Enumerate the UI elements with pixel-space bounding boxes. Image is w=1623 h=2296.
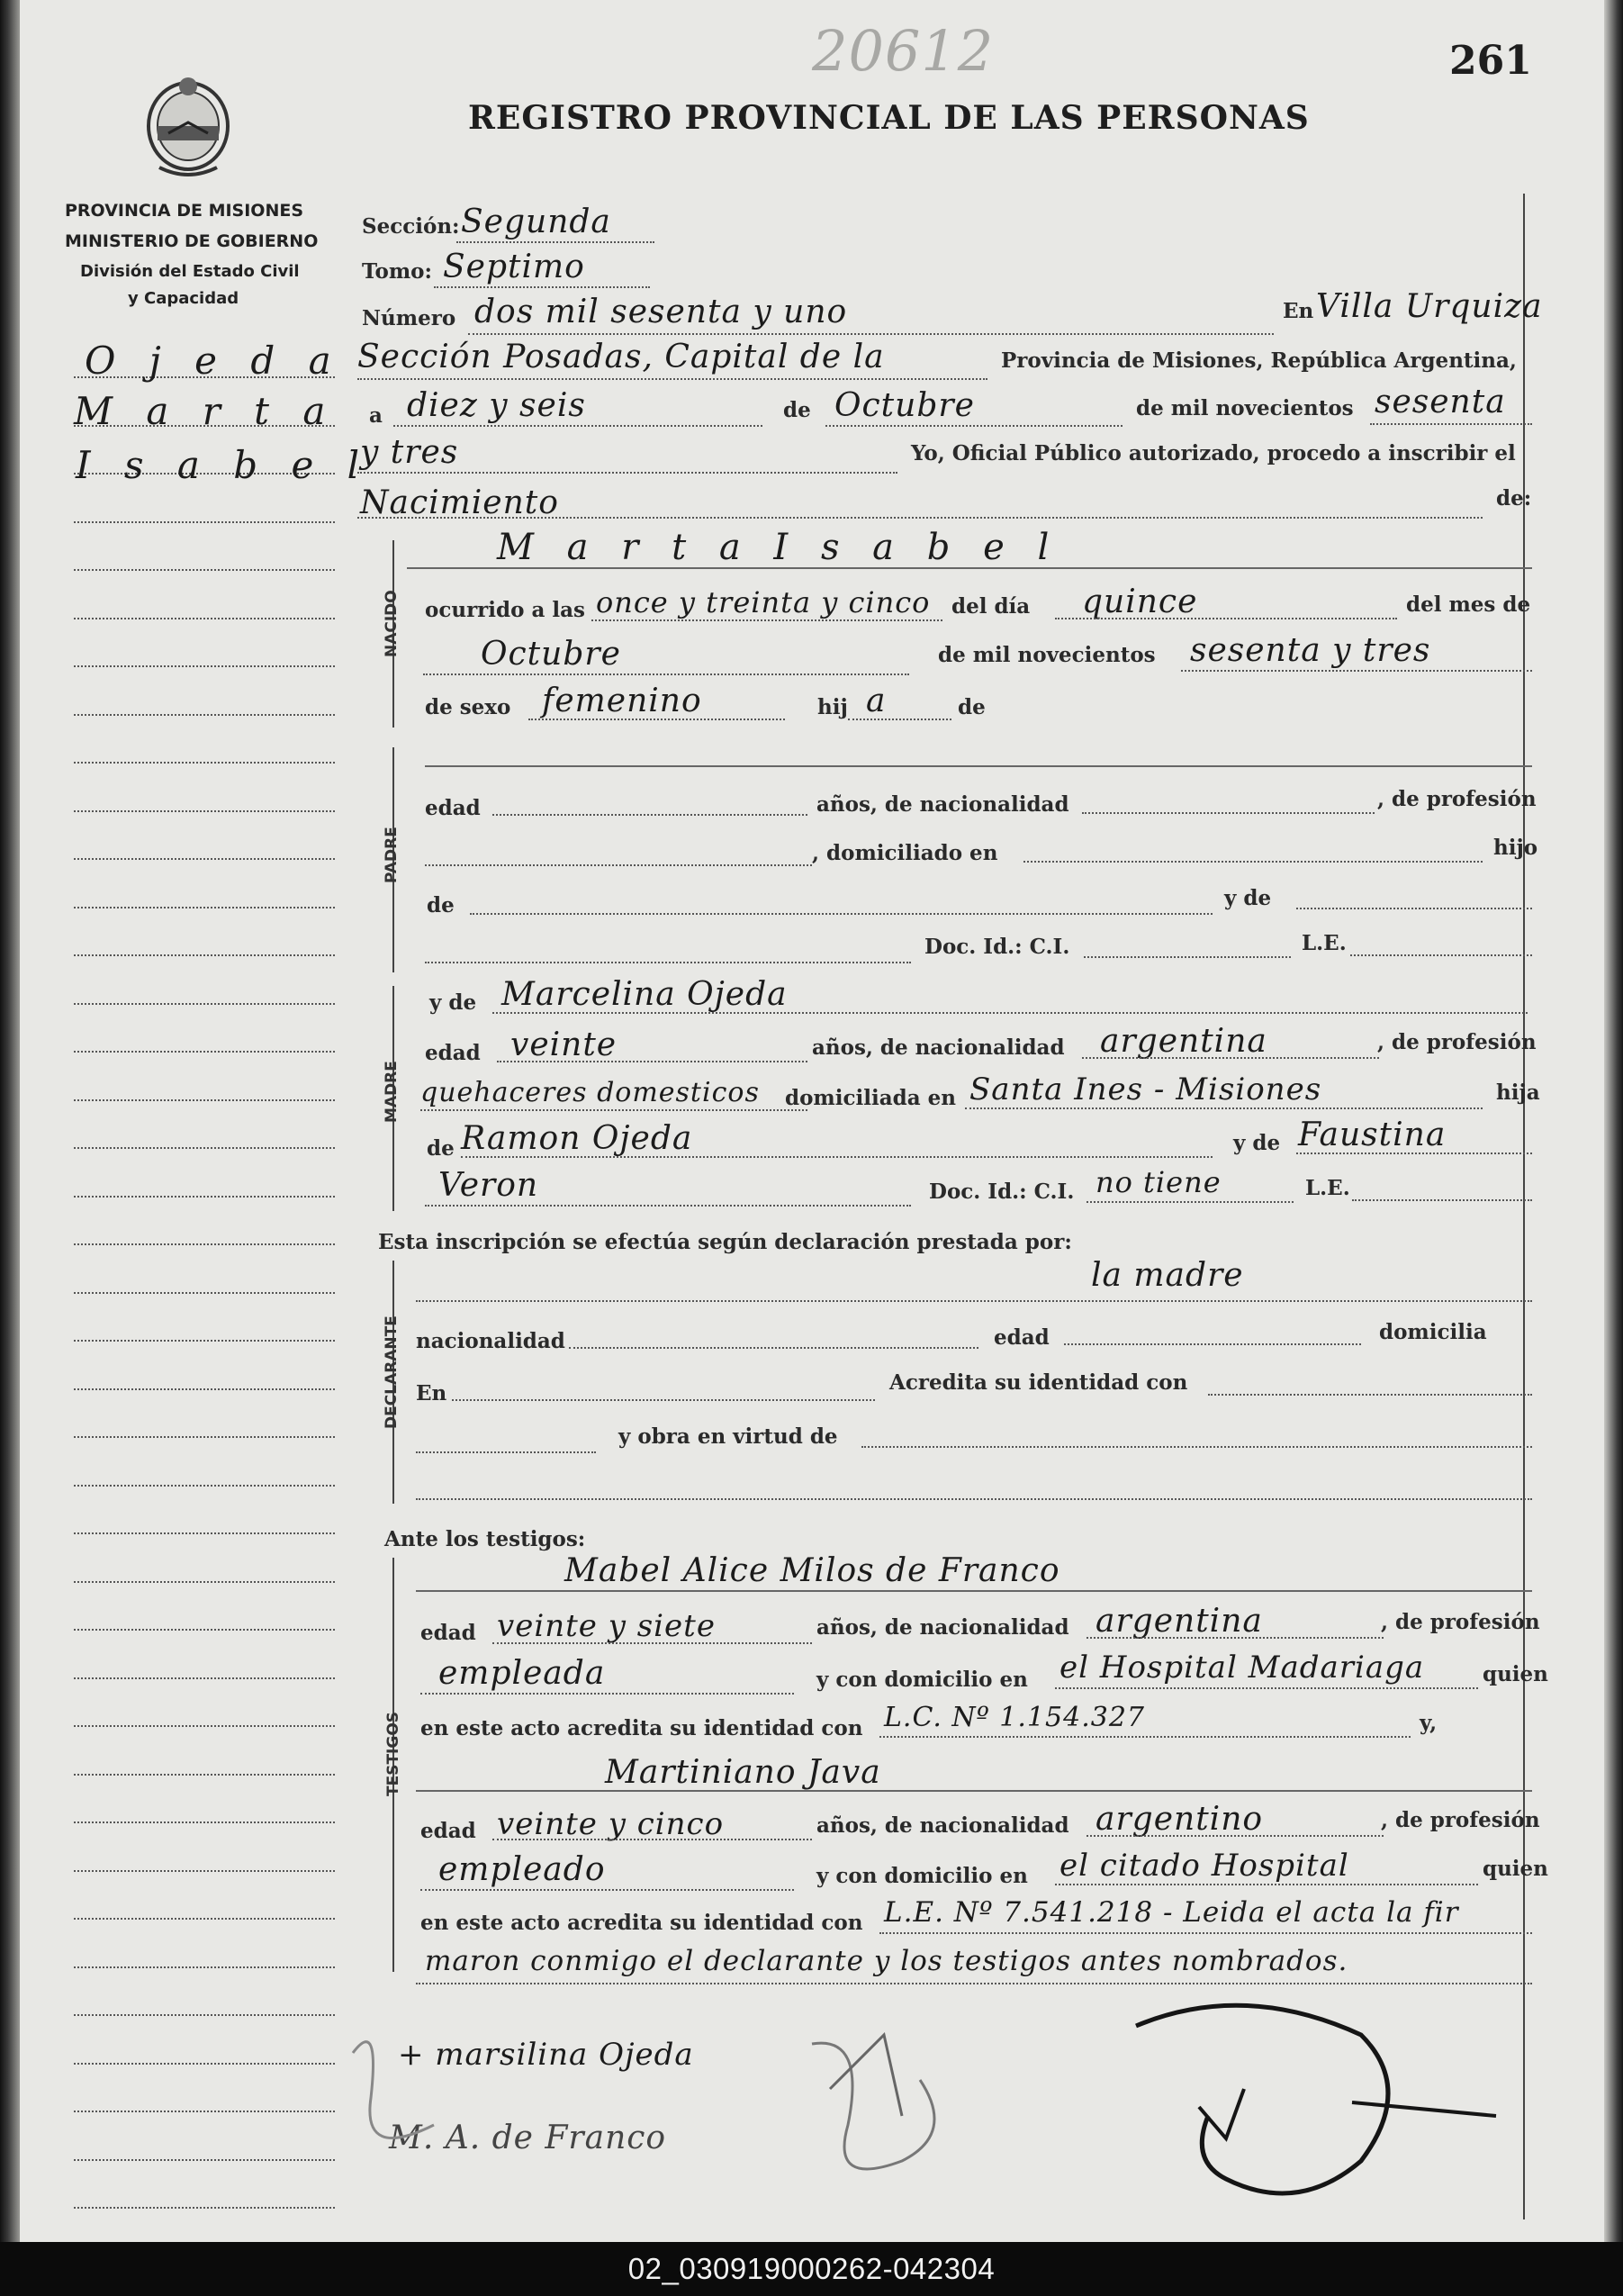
scan-left-edge: [0, 0, 20, 2242]
hw-numero: dos mil sesenta y uno: [474, 294, 848, 330]
label-hij: hij: [817, 695, 848, 719]
label-a: a: [369, 403, 383, 428]
label-nacionalidad-madre: años, de nacionalidad: [812, 1035, 1065, 1060]
page-title: REGISTRO PROVINCIAL DE LAS PERSONAS: [468, 99, 1310, 137]
hw-dia: diez y seis: [407, 387, 586, 424]
label-esta-inscripcion: Esta inscripción se efectúa según declaración prestada por:: [378, 1230, 1072, 1254]
margin-surname: O j e d a: [85, 339, 342, 383]
margin-line: [74, 2159, 335, 2161]
label-ante-testigos: Ante los testigos:: [384, 1527, 586, 1551]
margin-line: [74, 1292, 335, 1294]
label-le-padre: L.E.: [1302, 931, 1347, 955]
margin-line: [74, 1870, 335, 1872]
hw-testigo2: Martiniano Java: [605, 1754, 881, 1791]
label-hijo: hijo: [1493, 836, 1538, 860]
hw-abuelo: Ramon Ojeda: [461, 1120, 693, 1157]
section-padre: PADRE: [383, 827, 401, 883]
hw-madre-dom: Santa Ines - Misiones: [969, 1071, 1322, 1107]
margin-line: [74, 1629, 335, 1631]
margin-line: [74, 1243, 335, 1245]
section-testigos: TESTIGOS: [384, 1711, 402, 1796]
hw-localidad: Sección Posadas, Capital de la: [357, 339, 885, 375]
label-de-2: de: [958, 695, 986, 719]
margin-line: [74, 1918, 335, 1920]
hw-declarante: la madre: [1091, 1257, 1244, 1294]
label-quien-t2: quien: [1483, 1857, 1548, 1881]
label-doc-padre: Doc. Id.: C.I.: [924, 935, 1070, 959]
label-quien-t1: quien: [1483, 1662, 1548, 1686]
label-domiciliado: , domiciliado en: [812, 841, 998, 865]
margin-line: [74, 954, 335, 956]
hw-cierre: maron conmigo el declarante y los testigos antes nombrados.: [425, 1945, 1348, 1977]
label-y-de-madre-2: y de: [1233, 1131, 1281, 1155]
header-division: División del Estado Civil: [80, 262, 300, 281]
hw-hora: once y treinta y cinco: [596, 585, 931, 619]
label-doc-madre: Doc. Id.: C.I.: [929, 1180, 1075, 1204]
coat-of-arms-seal: [141, 70, 236, 178]
document-page: [20, 0, 1604, 2242]
margin-line: [74, 1532, 335, 1534]
margin-line: [74, 810, 335, 812]
label-y: y,: [1420, 1711, 1438, 1735]
folio-number: 261: [1449, 38, 1532, 84]
margin-line: [74, 1051, 335, 1053]
label-y-de-madre: y de: [429, 990, 477, 1015]
label-sexo: de sexo: [425, 695, 511, 719]
signature-madre: + marsilina Ojeda: [398, 2037, 694, 2073]
hw-abuela: Faustina: [1298, 1116, 1447, 1153]
margin-line: [74, 1003, 335, 1005]
margin-line: [74, 665, 335, 667]
label-seccion: Sección:: [362, 214, 460, 239]
signature-testigo: M. A. de Franco: [389, 2120, 667, 2156]
margin-name1: M a r t a: [74, 389, 337, 433]
hw-t2-prof: empleado: [438, 1851, 606, 1888]
hw-testigo1: Mabel Alice Milos de Franco: [564, 1552, 1060, 1589]
label-mil-novecientos: de mil novecientos: [1136, 396, 1354, 420]
margin-line: [74, 1147, 335, 1149]
margin-line: [74, 1340, 335, 1342]
label-del-dia: del día: [951, 594, 1031, 619]
label-hija: hija: [1496, 1080, 1540, 1105]
label-numero: Número: [362, 306, 456, 330]
hw-sexo: femenino: [542, 682, 702, 719]
signatures-drawing: [326, 1981, 1541, 2242]
label-en-decl: En: [416, 1381, 447, 1406]
label-nacionalidad-padre: años, de nacionalidad: [816, 792, 1069, 817]
margin-line: [74, 1388, 335, 1390]
hw-t1-nac: argentina: [1096, 1603, 1263, 1640]
label-nacionalidad-decl: nacionalidad: [416, 1329, 565, 1353]
margin-line: [74, 1099, 335, 1101]
hw-t1-doc: L.C. Nº 1.154.327: [884, 1702, 1145, 1733]
footer-caption: 02_030919000262-042304: [0, 2242, 1623, 2296]
label-de-madre: de: [427, 1136, 455, 1161]
margin-line: [74, 1774, 335, 1776]
label-profesion-padre: , de profesión: [1377, 787, 1537, 811]
label-profesion-madre: , de profesión: [1377, 1030, 1537, 1054]
margin-line: [74, 1725, 335, 1727]
label-en-este-acto-t1: en este acto acredita su identidad con: [420, 1716, 863, 1740]
hw-anio2: y tres: [360, 434, 459, 471]
hw-madre-nac: argentina: [1100, 1023, 1267, 1060]
hw-t1-edad: veinte y siete: [497, 1608, 716, 1644]
hw-mes-nac: Octubre: [481, 636, 621, 673]
label-acredita: Acredita su identidad con: [889, 1370, 1188, 1395]
label-domicilia: domicilia: [1379, 1320, 1487, 1344]
label-y-de: y de: [1224, 886, 1272, 910]
hw-acto: Nacimiento: [360, 484, 559, 521]
hw-anio: sesenta: [1375, 384, 1506, 420]
label-de-padre: de: [427, 893, 455, 917]
label-yo-oficial: Yo, Oficial Público autorizado, procedo a inscribir el: [911, 441, 1516, 466]
label-profesion-t2: , de profesión: [1381, 1808, 1540, 1832]
margin-line: [74, 1436, 335, 1438]
hw-madre-ci: no tiene: [1096, 1165, 1222, 1199]
label-en-este-acto-t2: en este acto acredita su identidad con: [420, 1911, 863, 1935]
margin-line: [74, 2014, 335, 2016]
hw-t1-dom: el Hospital Madariaga: [1059, 1650, 1425, 1686]
label-edad-t2: edad: [420, 1819, 476, 1843]
hw-madre-edad: veinte: [510, 1026, 618, 1063]
label-edad-decl: edad: [994, 1325, 1050, 1350]
label-de-colon: de:: [1496, 486, 1532, 511]
margin-name2: I s a b e l: [76, 443, 371, 487]
label-edad-madre: edad: [425, 1041, 481, 1065]
hw-nombre: M a r t a I s a b e l: [497, 527, 1060, 568]
label-domiciliada: domiciliada en: [785, 1086, 956, 1110]
label-edad-padre: edad: [425, 796, 481, 820]
margin-line: [74, 569, 335, 571]
section-declarante: DECLARANTE: [383, 1315, 401, 1429]
header-capacity: y Capacidad: [128, 289, 239, 308]
label-nacionalidad-t1: años, de nacionalidad: [816, 1615, 1069, 1640]
margin-line: [74, 2063, 335, 2065]
hw-t2-dom: el citado Hospital: [1059, 1848, 1349, 1884]
label-del-mes: del mes de: [1406, 592, 1531, 617]
margin-line: [74, 907, 335, 908]
header-province: PROVINCIA DE MISIONES: [65, 201, 304, 221]
label-tomo: Tomo:: [362, 259, 432, 284]
hw-t2-edad: veinte y cinco: [497, 1806, 725, 1842]
label-en: En: [1283, 299, 1314, 323]
label-profesion-t1: , de profesión: [1381, 1610, 1540, 1634]
label-mil-novecientos-2: de mil novecientos: [938, 643, 1156, 667]
label-provincia: Provincia de Misiones, República Argentina,: [1001, 348, 1517, 373]
margin-line: [74, 1677, 335, 1679]
hw-t2-nac: argentino: [1096, 1801, 1264, 1838]
label-edad-t1: edad: [420, 1621, 476, 1645]
label-ocurrido: ocurrido a las: [425, 598, 585, 622]
label-de: de: [783, 398, 811, 422]
hw-t2-doc: L.E. Nº 7.541.218 - Leida el acta la fir: [884, 1896, 1459, 1929]
faint-handwritten-number: 20612: [812, 18, 995, 84]
margin-line: [74, 1581, 335, 1583]
label-con-domicilio-t1: y con domicilio en: [816, 1668, 1028, 1692]
hw-anio-nac: sesenta y tres: [1190, 632, 1431, 669]
label-le-madre: L.E.: [1305, 1176, 1350, 1200]
section-nacido: NACIDO: [383, 590, 401, 657]
margin-line: [74, 618, 335, 619]
section-madre: MADRE: [383, 1061, 401, 1123]
margin-line: [74, 1821, 335, 1823]
hw-en: Villa Urquiza: [1316, 288, 1543, 325]
margin-line: [74, 1966, 335, 1968]
hw-mes: Octubre: [834, 387, 975, 424]
margin-line: [74, 714, 335, 716]
hw-t1-prof: empleada: [438, 1655, 606, 1692]
margin-line: [74, 1196, 335, 1198]
hw-madre-nombre: Marcelina Ojeda: [501, 976, 788, 1013]
header-ministry: MINISTERIO DE GOBIERNO: [65, 231, 319, 251]
hw-madre-prof: quehaceres domesticos: [420, 1077, 760, 1108]
margin-line: [74, 2111, 335, 2112]
label-nacionalidad-t2: años, de nacionalidad: [816, 1813, 1069, 1838]
hw-abuela2: Veron: [438, 1167, 539, 1204]
hw-tomo: Septimo: [443, 249, 585, 285]
margin-line: [74, 858, 335, 860]
label-obra: y obra en virtud de: [618, 1424, 838, 1449]
margin-line: [74, 521, 335, 523]
scan-right-edge: [1604, 0, 1623, 2242]
margin-line: [74, 762, 335, 764]
hw-dia-nac: quince: [1082, 583, 1198, 620]
hw-seccion: Segunda: [461, 203, 611, 240]
label-con-domicilio-t2: y con domicilio en: [816, 1864, 1028, 1888]
margin-line: [74, 1485, 335, 1487]
hw-hij: a: [866, 682, 887, 719]
margin-line: [74, 2207, 335, 2209]
